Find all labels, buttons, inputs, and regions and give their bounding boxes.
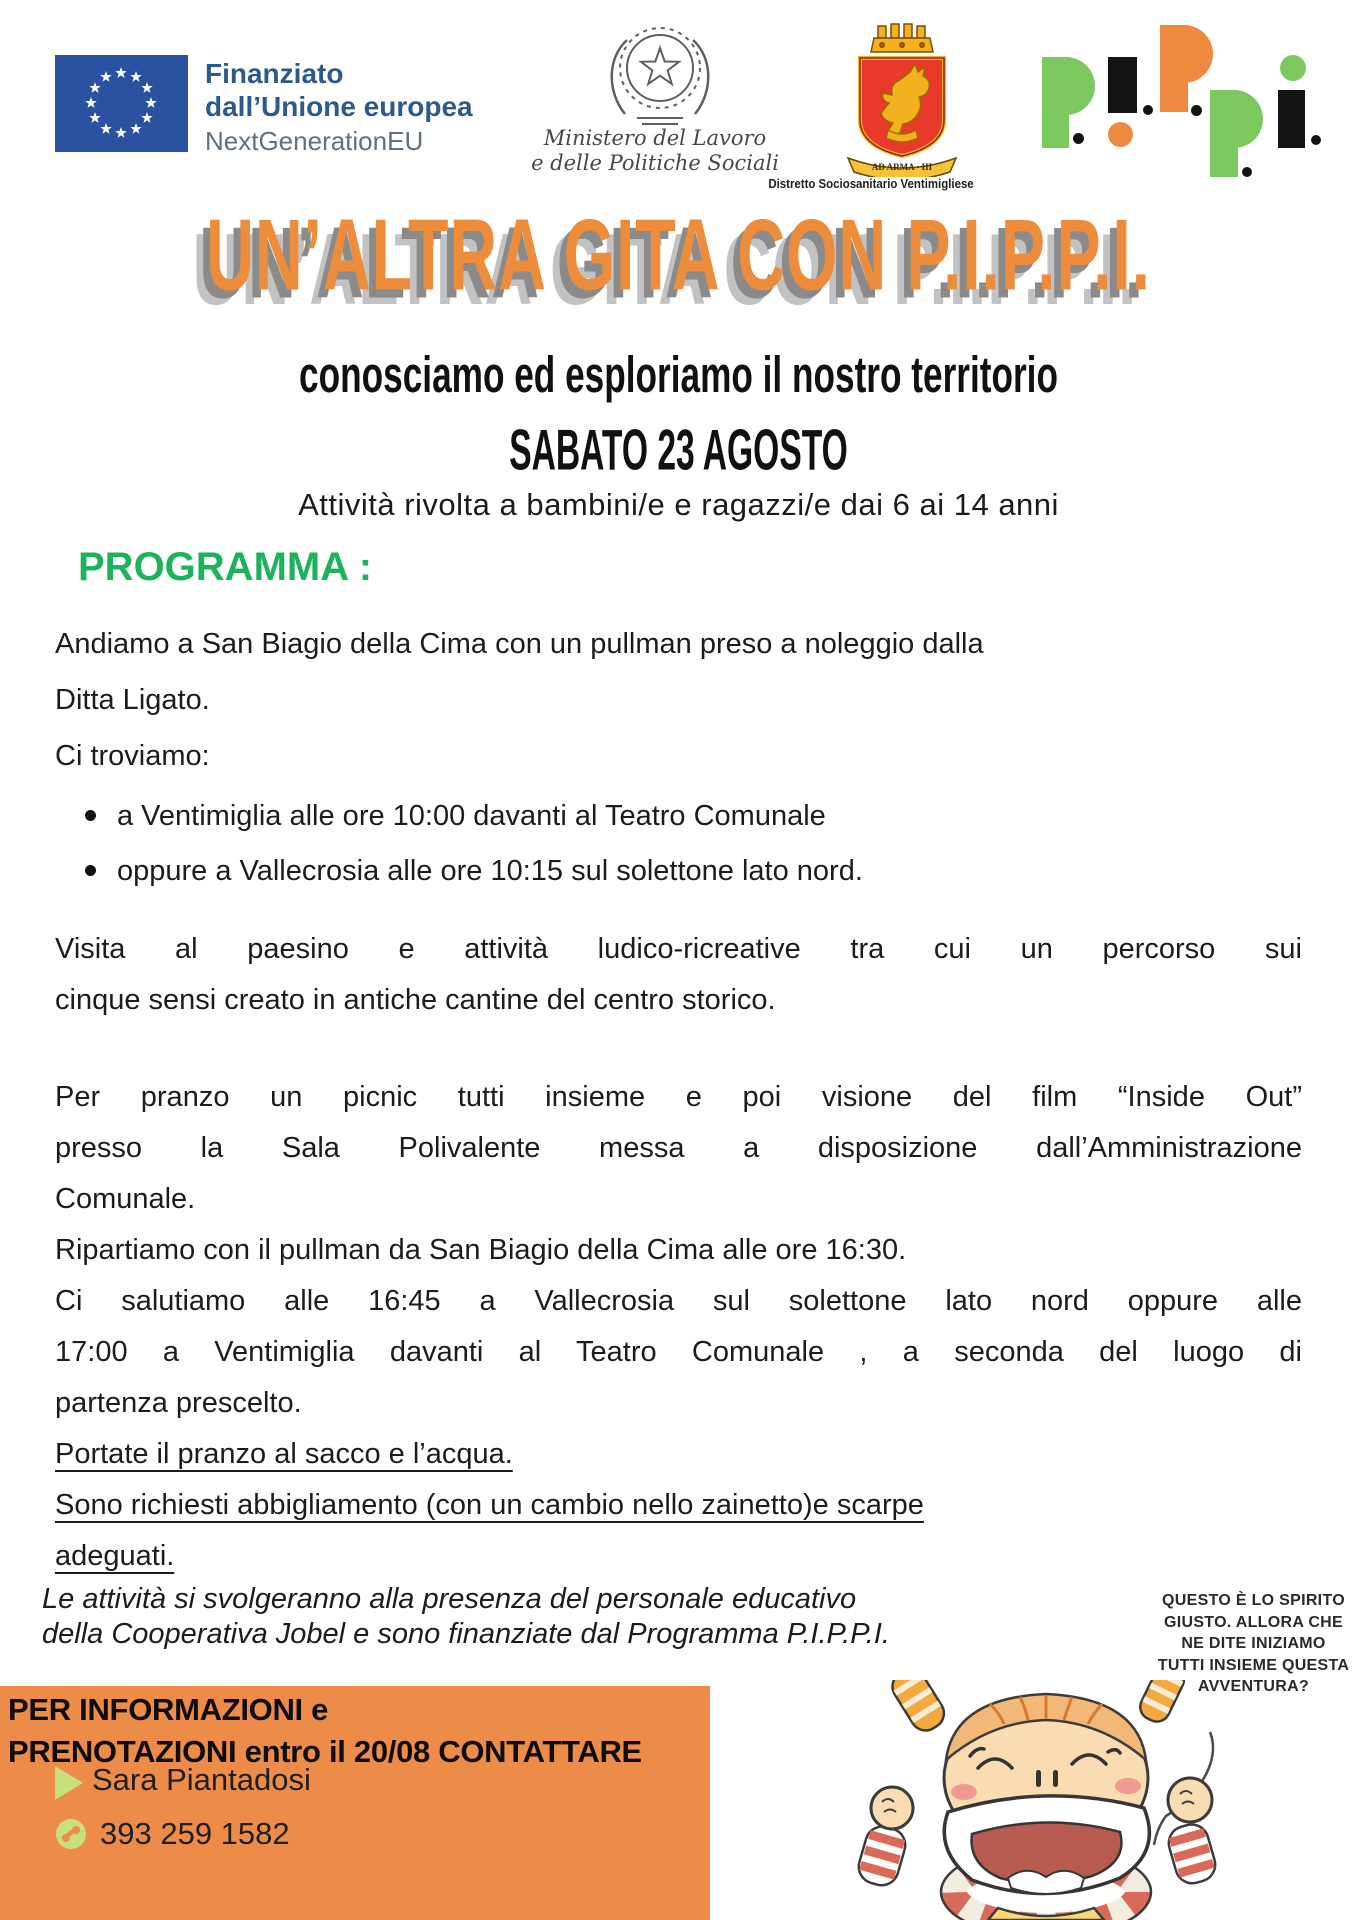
pippi-logo [1040, 25, 1330, 180]
contact-phone: 393 259 1582 [100, 1816, 290, 1851]
pippi-letter-excl [1108, 57, 1137, 113]
visit-line: cinque sensi creato in antiche cantine del centro storico. [55, 984, 776, 1016]
lunch-line: Comunale. [55, 1183, 196, 1215]
pippi-dot [1311, 135, 1321, 145]
pippi-i-dot [1280, 55, 1306, 81]
underlined-note: Portate il pranzo al sacco e l’acqua. [55, 1438, 513, 1470]
visit-line: Visita al paesino e attività ludico-ricreative tra cui un percorso sui [55, 933, 1302, 965]
pippi-letter-p3-bowl [1210, 90, 1263, 148]
ministry-name-line2: e delle Politiche Sociali [531, 151, 779, 175]
funding-note-line: Le attività si svolgeranno alla presenza del personale educativo [42, 1583, 857, 1615]
ministry-name [505, 126, 805, 176]
district-coat-of-arms-icon [838, 12, 968, 177]
pippi-dot [1191, 105, 1202, 116]
contact-name: Sara Piantadosi [92, 1762, 311, 1797]
pippi-letter-p1-bowl [1042, 57, 1095, 115]
intro-line: Andiamo a San Biagio della Cima con un pullman preso a noleggio dalla [55, 628, 984, 660]
bullet-dot [85, 865, 96, 876]
bullet-item [55, 793, 1302, 839]
pippi-dot [1143, 105, 1153, 115]
farewell-line: Ci salutiamo alle 16:45 a Vallecrosia sul solettone lato nord oppure alle [55, 1285, 1302, 1317]
underlined-note: adeguati. [55, 1540, 175, 1572]
pippi-letter-i [1278, 90, 1305, 148]
page-title: UN’ALTRA GITA CON P.I.P.P.I. [206, 197, 1151, 312]
funding-note [42, 1582, 1162, 1652]
return-line: Ripartiamo con il pullman da San Biagio della Cima alle ore 16:30. [55, 1234, 907, 1266]
speech-line: TUTTI INSIEME QUESTA [1157, 1656, 1350, 1674]
event-date: SABATO 23 AGOSTO [509, 419, 848, 483]
contact-heading-line2: PRENOTAZIONI entro il 20/08 CONTATTARE [8, 1734, 642, 1769]
pippi-excl-dot [1108, 122, 1133, 147]
pippi-dot [1242, 167, 1252, 177]
program-heading: PROGRAMMA : [78, 545, 373, 589]
farewell-line: 17:00 a Ventimiglia davanti al Teatro Comunale , a seconda del luogo di [55, 1336, 1302, 1368]
funding-note-line: della Cooperativa Jobel e sono finanziate dal Programma P.I.P.P.I. [42, 1618, 890, 1650]
pippi-dot [1073, 133, 1084, 144]
lunch-line: Per pranzo un picnic tutti insieme e poi visione del film “Inside Out” [55, 1081, 1302, 1113]
speech-line: AVVENTURA? [1197, 1678, 1310, 1695]
contact-heading-line1: PER INFORMAZIONI e [8, 1692, 329, 1727]
district-caption: Distretto Sociosanitario Ventimigliese [768, 176, 974, 191]
bullet-text: oppure a Vallecrosia alle ore 10:15 sul solettone lato nord. [117, 855, 863, 887]
meet-line: Ci troviamo: [55, 740, 210, 772]
pippi-girl-illustration [850, 1680, 1220, 1920]
phone-icon [55, 1818, 87, 1850]
district-banner-motto: AD ARMA · III [871, 162, 933, 172]
eu-funding-line3: NextGenerationEU [205, 126, 424, 156]
ministry-name-line1: Ministero del Lavoro [543, 126, 767, 150]
triangle-bullet-icon [55, 1766, 83, 1800]
spacer [55, 1026, 1302, 1072]
speech-line: QUESTO È LO SPIRITO [1162, 1592, 1345, 1609]
underlined-note: Sono richiesti abbigliamento (con un cambio nello zainetto)e scarpe [55, 1489, 924, 1521]
bullet-dot [85, 810, 96, 821]
eu-flag-icon [55, 55, 188, 152]
ministry-emblem-icon [595, 18, 725, 130]
speech-line: NE DITE INIZIAMO [1181, 1635, 1326, 1652]
eu-funding-line1: Finanziato [205, 58, 344, 89]
spacer [55, 894, 1302, 924]
speech-line: GIUSTO. ALLORA CHE [1163, 1613, 1344, 1631]
eu-funding-line2: dall’Unione europea [205, 91, 473, 122]
audience-line: Attività rivolta a bambini/e e ragazzi/e dai 6 ai 14 anni [298, 487, 1059, 522]
program-body [55, 616, 1302, 1582]
bullet-text: a Ventimiglia alle ore 10:00 davanti al Teatro Comunale [117, 800, 826, 832]
lunch-line: presso la Sala Polivalente messa a disposizione dall’Amministrazione [55, 1132, 1302, 1164]
pippi-letter-p2-bowl [1160, 25, 1213, 83]
page-subtitle: conosciamo ed esploriamo il nostro territorio [299, 347, 1058, 404]
intro-line: Ditta Ligato. [55, 684, 210, 716]
eu-funding-text [205, 57, 473, 158]
farewell-line: partenza prescelto. [55, 1387, 302, 1419]
bullet-item [55, 848, 1302, 894]
contact-box [0, 1686, 710, 1920]
